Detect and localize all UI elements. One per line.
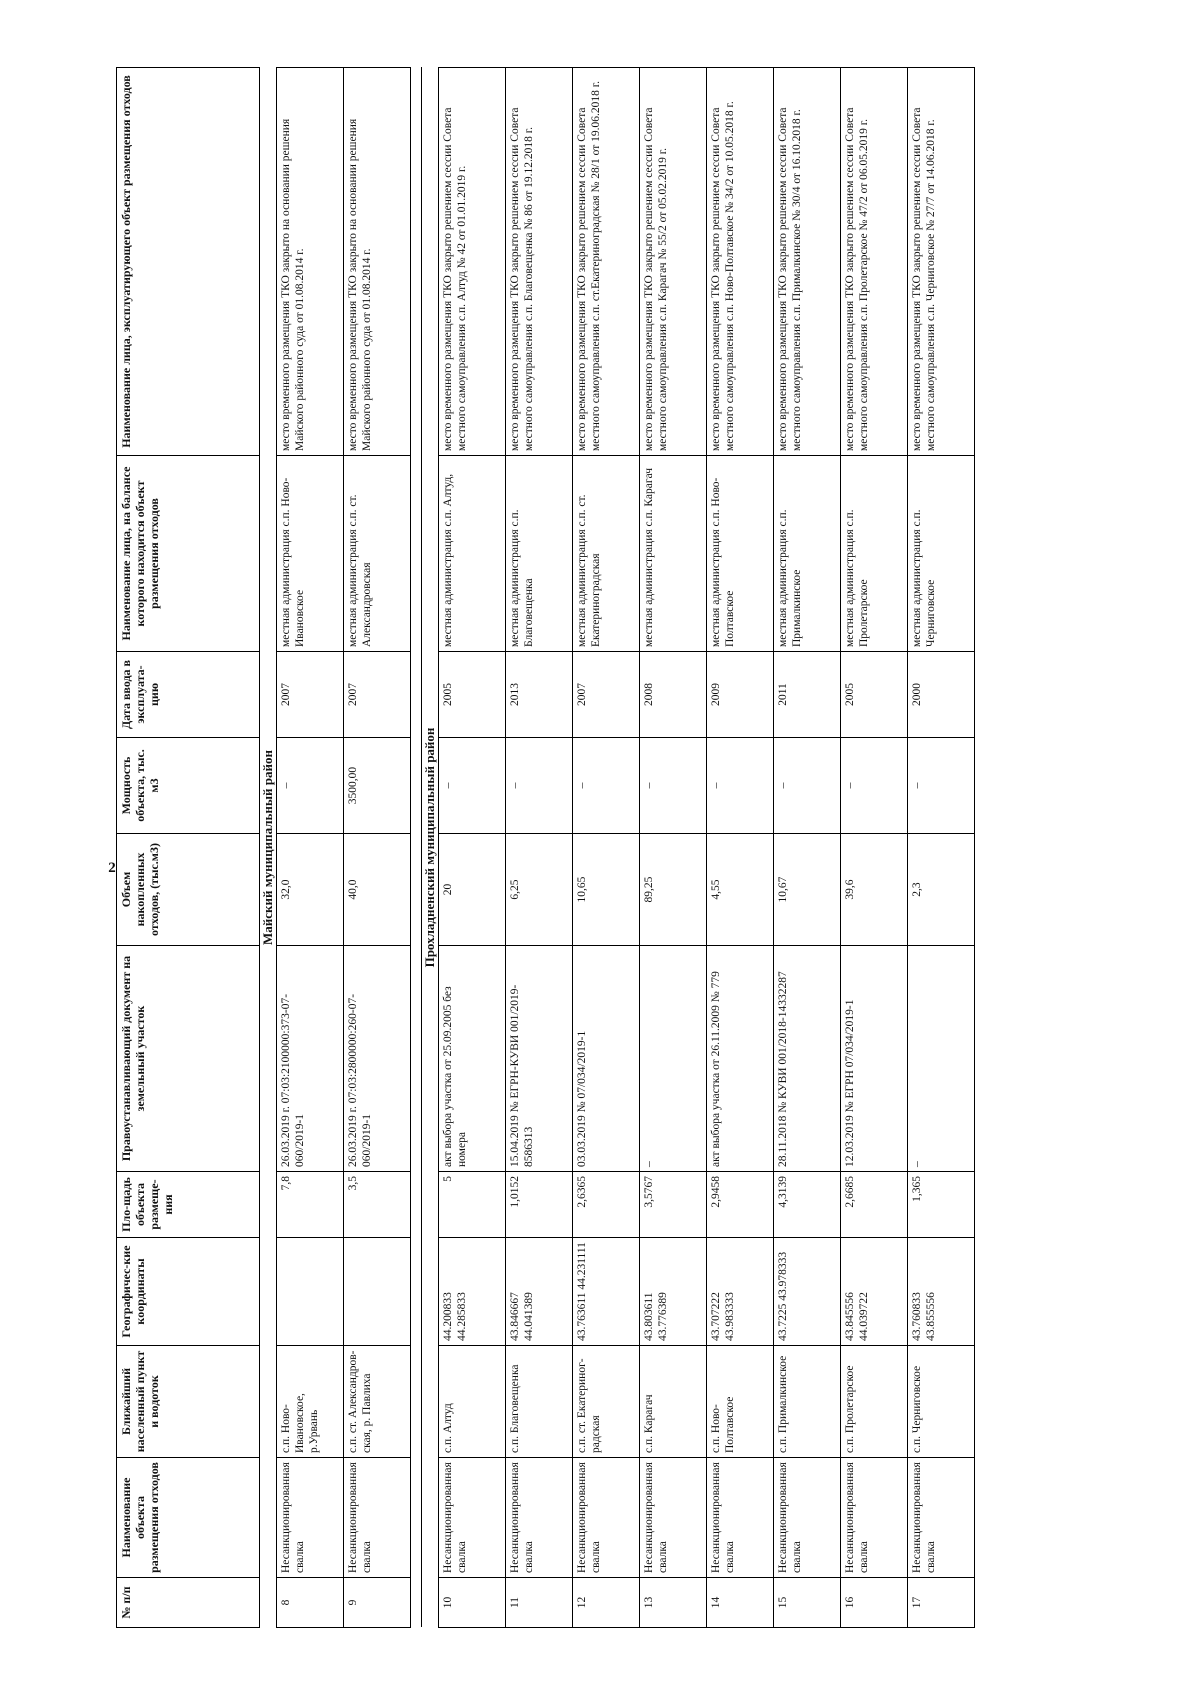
cell-area: 2,9458 [707, 1172, 774, 1238]
cell-document: 26.03.2019 г. 07:03:2100000:373-07-060/2019-1 [277, 946, 344, 1172]
cell-date: 2009 [707, 652, 774, 738]
col-header-operator: Наименование лица, эксплуатирующего объект размещения отходов [117, 68, 260, 456]
cell-owner: местная администрация с.п. ст. Екатериноградская [573, 456, 640, 652]
cell-operator: место временного размещения ТКО закрыто решением сессии Совета местного самоуправления с.п. Карагач № 55/2 от 05.02.2019 г. [640, 68, 707, 456]
cell-operator: место временного размещения ТКО закрыто решением сессии Совета местного самоуправления с.п. Ново-Полтавское № 34/2 от 10.05.2018 г. [707, 68, 774, 456]
cell-capacity: – [573, 738, 640, 834]
col-header-object-name: Наименование объекта размещения отходов [117, 1458, 260, 1578]
table-row [707, 68, 774, 1628]
cell-number: 12 [573, 1578, 640, 1628]
cell-document: 26.03.2019 г. 07:03:2800000:260-07-060/2019-1 [344, 946, 411, 1172]
cell-volume: 10,67 [774, 834, 841, 946]
cell-area: 3,5767 [640, 1172, 707, 1238]
cell-number: 17 [908, 1578, 975, 1628]
cell-operator: место временного размещения ТКО закрыто решением сессии Совета местного самоуправления с.п. ст.Екатериноградская № 28/1 от 19.06.2018 г. [573, 68, 640, 456]
table-row [908, 68, 975, 1628]
cell-operator: место временного размещения ТКО закрыто решением сессии Совета местного самоуправления с.п. Алтуд № 42 от 01.01.2019 г. [439, 68, 506, 456]
table-body [260, 68, 975, 1628]
cell-capacity: – [707, 738, 774, 834]
cell-number: 11 [506, 1578, 573, 1628]
cell-volume: 20 [439, 834, 506, 946]
cell-object-name: Несанкционированная свалка [774, 1458, 841, 1578]
cell-object-name: Несанкционированная свалка [707, 1458, 774, 1578]
cell-date: 2005 [439, 652, 506, 738]
table-row [439, 68, 506, 1628]
cell-number: 10 [439, 1578, 506, 1628]
cell-date: 2007 [344, 652, 411, 738]
cell-capacity: – [640, 738, 707, 834]
cell-capacity: – [841, 738, 908, 834]
section-title: Майский муниципальный район [260, 68, 277, 1628]
cell-operator: место временного размещения ТКО закрыто на основании решения Майского районного суда от 01.08.2014 г. [344, 68, 411, 456]
cell-owner: местная администрация с.п. Алтуд, [439, 456, 506, 652]
cell-owner: местная администрация с.п. ст. Александровская [344, 456, 411, 652]
gap-cell [411, 68, 422, 1628]
cell-owner: местная администрация с.п. Черниговское [908, 456, 975, 652]
cell-area: 2,6685 [841, 1172, 908, 1238]
table-row [277, 68, 344, 1628]
cell-area: 1,365 [908, 1172, 975, 1238]
cell-operator: место временного размещения ТКО закрыто решением сессии Совета местного самоуправления с.п. Черниговское № 27/7 от 14.06.2018 г. [908, 68, 975, 456]
cell-settlement: с.п. Алтуд [439, 1346, 506, 1458]
cell-settlement: с.п. Ново-Полтавское [707, 1346, 774, 1458]
cell-capacity: 3500,00 [344, 738, 411, 834]
cell-date: 2000 [908, 652, 975, 738]
table-row [774, 68, 841, 1628]
cell-number: 13 [640, 1578, 707, 1628]
cell-object-name: Несанкционированная свалка [640, 1458, 707, 1578]
cell-coordinates: 43.763611 44.231111 [573, 1238, 640, 1346]
col-header-document: Правоустанавливающий документ на земельный участок [117, 946, 260, 1172]
col-header-capacity: Мощность объекта, тыс. м3 [117, 738, 260, 834]
cell-area: 3,5 [344, 1172, 411, 1238]
col-header-date: Дата ввода в эксплуата-цию [117, 652, 260, 738]
cell-object-name: Несанкционированная свалка [573, 1458, 640, 1578]
cell-owner: местная администрация с.п. Благовещенка [506, 456, 573, 652]
cell-owner: местная администрация с.п. Пролетарское [841, 456, 908, 652]
cell-settlement: с.п. ст. Александров-ская, р. Павлиха [344, 1346, 411, 1458]
cell-owner: местная администрация с.п. Ново-Ивановское [277, 456, 344, 652]
cell-date: 2013 [506, 652, 573, 738]
col-header-settlement: Ближайший населенный пункт и водоток [117, 1346, 260, 1458]
rotated-page [116, 68, 996, 1628]
header-row [117, 68, 260, 1628]
cell-document: 28.11.2018 № КУВИ 001/2018-14332287 [774, 946, 841, 1172]
section-row [260, 68, 277, 1628]
cell-volume: 2,3 [908, 834, 975, 946]
cell-coordinates: 43.760833 43.855556 [908, 1238, 975, 1346]
cell-volume: 6,25 [506, 834, 573, 946]
col-header-coordinates: Географичес-кие координаты [117, 1238, 260, 1346]
cell-capacity: – [506, 738, 573, 834]
table-row [640, 68, 707, 1628]
cell-area: 2,6365 [573, 1172, 640, 1238]
cell-volume: 32,0 [277, 834, 344, 946]
cell-operator: место временного размещения ТКО закрыто решением сессии Совета местного самоуправления с.п. Прималкинское № 30/4 от 16.10.2018 г. [774, 68, 841, 456]
cell-number: 15 [774, 1578, 841, 1628]
cell-settlement: с.п. ст. Екатериног-радская [573, 1346, 640, 1458]
cell-object-name: Несанкционированная свалка [439, 1458, 506, 1578]
cell-volume: 10,65 [573, 834, 640, 946]
cell-coordinates: 44.200833 44.285833 [439, 1238, 506, 1346]
cell-object-name: Несанкционированная свалка [277, 1458, 344, 1578]
cell-number: 8 [277, 1578, 344, 1628]
cell-object-name: Несанкционированная свалка [841, 1458, 908, 1578]
cell-coordinates: 43.845556 44.039722 [841, 1238, 908, 1346]
section-gap [411, 68, 422, 1628]
cell-document: 12.03.2019 № ЕГРН 07/034/2019-1 [841, 946, 908, 1172]
cell-coordinates: 43.846667 44.041389 [506, 1238, 573, 1346]
page-number: 2 [108, 860, 116, 876]
col-header-owner: Наименование лица, на балансе которого находится объект размещения отходов [117, 456, 260, 652]
cell-document: акт выбора участка от 26.11.2009 № 779 [707, 946, 774, 1172]
cell-document: 03.03.2019 № 07/034/2019-1 [573, 946, 640, 1172]
cell-coordinates: 43.7225 43.978333 [774, 1238, 841, 1346]
cell-date: 2007 [573, 652, 640, 738]
cell-document: акт выбора участка от 25.09.2005 без номера [439, 946, 506, 1172]
cell-coordinates [344, 1238, 411, 1346]
table-row [841, 68, 908, 1628]
col-header-volume: Объем накопленных отходов, (тыс.м3) [117, 834, 260, 946]
cell-volume: 39,6 [841, 834, 908, 946]
cell-coordinates: 43.803611 43.776389 [640, 1238, 707, 1346]
cell-date: 2011 [774, 652, 841, 738]
cell-capacity: – [774, 738, 841, 834]
cell-operator: место временного размещения ТКО закрыто на основании решения Майского районного суда от 01.08.2014 г. [277, 68, 344, 456]
cell-operator: место временного размещения ТКО закрыто решением сессии Совета местного самоуправления с.п. Пролетарское № 47/2 от 06.05.2019 г. [841, 68, 908, 456]
cell-object-name: Несанкционированная свалка [908, 1458, 975, 1578]
cell-number: 14 [707, 1578, 774, 1628]
col-header-number: № п/п [117, 1578, 260, 1628]
cell-document: 15.04.2019 № ЕГРН-КУВИ 001/2019-8586313 [506, 946, 573, 1172]
cell-area: 7,8 [277, 1172, 344, 1238]
cell-coordinates: 43.707222 43.983333 [707, 1238, 774, 1346]
section-title: Прохладненский муниципальный район [422, 68, 439, 1628]
cell-capacity: – [277, 738, 344, 834]
cell-capacity: – [439, 738, 506, 834]
cell-settlement: с.п. Ново-Ивановское, р.Урвань [277, 1346, 344, 1458]
table-row [573, 68, 640, 1628]
table-row [344, 68, 411, 1628]
waste-sites-table [116, 67, 975, 1628]
cell-settlement: с.п. Карагач [640, 1346, 707, 1458]
cell-date: 2005 [841, 652, 908, 738]
cell-settlement: с.п. Благовещенка [506, 1346, 573, 1458]
cell-date: 2008 [640, 652, 707, 738]
col-header-area: Пло-щадь объекта размеще-ния [117, 1172, 260, 1238]
cell-owner: местная администрация с.п. Ново-Полтавское [707, 456, 774, 652]
cell-volume: 40,0 [344, 834, 411, 946]
cell-settlement: с.п. Прималкинское [774, 1346, 841, 1458]
cell-owner: местная администрация с.п. Карагач [640, 456, 707, 652]
section-row [422, 68, 439, 1628]
cell-object-name: Несанкционированная свалка [344, 1458, 411, 1578]
cell-document: – [640, 946, 707, 1172]
cell-area: 5 [439, 1172, 506, 1238]
cell-number: 9 [344, 1578, 411, 1628]
cell-volume: 89,25 [640, 834, 707, 946]
cell-area: 4,3139 [774, 1172, 841, 1238]
cell-settlement: с.п. Черниговское [908, 1346, 975, 1458]
cell-object-name: Несанкционированная свалка [506, 1458, 573, 1578]
cell-settlement: с.п. Пролетарское [841, 1346, 908, 1458]
cell-owner: местная администрация с.п. Прималкинское [774, 456, 841, 652]
cell-date: 2007 [277, 652, 344, 738]
cell-capacity: – [908, 738, 975, 834]
cell-operator: место временного размещения ТКО закрыто решением сессии Совета местного самоуправления с.п. Благовещенка № 86 от 19.12.2018 г. [506, 68, 573, 456]
cell-number: 16 [841, 1578, 908, 1628]
cell-document: – [908, 946, 975, 1172]
cell-volume: 4,55 [707, 834, 774, 946]
cell-coordinates [277, 1238, 344, 1346]
cell-area: 1,0152 [506, 1172, 573, 1238]
table-row [506, 68, 573, 1628]
